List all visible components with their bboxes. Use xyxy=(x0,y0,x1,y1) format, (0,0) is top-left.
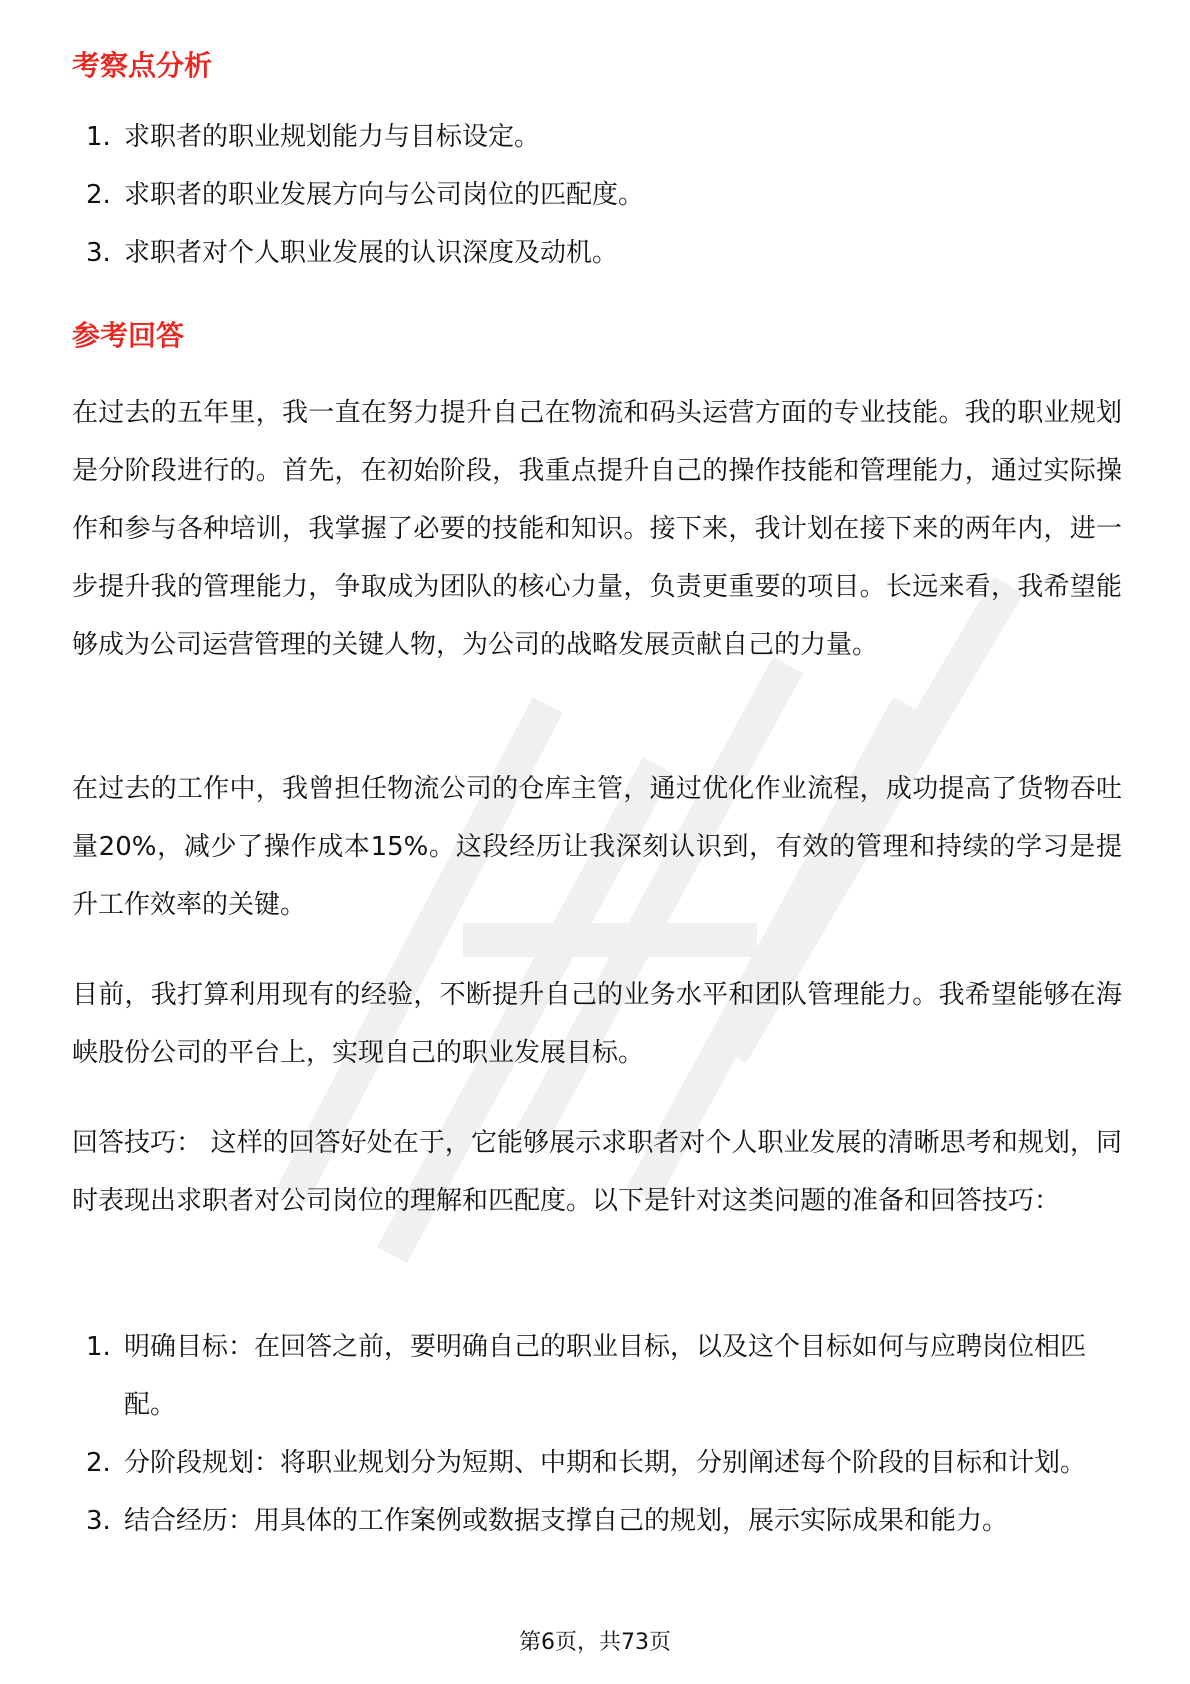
list-item-text: 求职者的职业规划能力与目标设定。 xyxy=(124,122,541,152)
answer-paragraph-1: 在过去的五年里，我一直在努力提升自己在物流和码头运营方面的专业技能。我的职业规划是分阶段进行的。首先，在初始阶段，我重点提升自己的操作技能和管理能力，通过实际操作和参与各种培训，我掌握了必要的技能和知识。接下来，我计划在接下来的两年内，进一步提升我的管理能力，争取成为团队的核心力量，负责更重要的项目。长远来看，我希望能够成为公司运营管理的关键人物，为公司的战略发展贡献自己的力量。 xyxy=(72,398,1122,660)
page-number: 第6页，共73页 xyxy=(519,1630,671,1655)
list-number: 1. xyxy=(86,122,111,152)
list-item xyxy=(72,1492,1122,1550)
list-item-text: 求职者的职业发展方向与公司岗位的匹配度。 xyxy=(124,180,645,210)
section-heading-analysis: 考察点分析 xyxy=(72,49,213,82)
list-item-text: 结合经历：用具体的工作案例或数据支撑自己的规划，展示实际成果和能力。 xyxy=(124,1506,1009,1536)
list-item-text: 分阶段规划：将职业规划分为短期、中期和长期，分别阐述每个阶段的目标和计划。 xyxy=(124,1448,1087,1478)
list-item-text: 求职者对个人职业发展的认识深度及动机。 xyxy=(124,238,619,268)
list-item xyxy=(72,166,1132,224)
tips-list xyxy=(72,1318,1122,1550)
analysis-list xyxy=(72,108,1132,282)
list-number: 2. xyxy=(86,180,111,210)
list-item xyxy=(72,1318,1122,1434)
answer-paragraph-3: 目前，我打算利用现有的经验，不断提升自己的业务水平和团队管理能力。我希望能够在海峡股份公司的平台上，实现自己的职业发展目标。 xyxy=(72,980,1122,1068)
list-item xyxy=(72,108,1132,166)
list-number: 1. xyxy=(86,1332,111,1362)
answer-paragraph-2: 在过去的工作中，我曾担任物流公司的仓库主管，通过优化作业流程，成功提高了货物吞吐量20%，减少了操作成本15%。这段经历让我深刻认识到，有效的管理和持续的学习是提升工作效率的关键。 xyxy=(72,774,1122,920)
list-item xyxy=(72,224,1132,282)
answer-tips-intro: 回答技巧： 这样的回答好处在于，它能够展示求职者对个人职业发展的清晰思考和规划，同时表现出求职者对公司岗位的理解和匹配度。以下是针对这类问题的准备和回答技巧： xyxy=(72,1128,1122,1216)
list-item-text: 明确目标：在回答之前，要明确自己的职业目标，以及这个目标如何与应聘岗位相匹配。 xyxy=(124,1332,1087,1420)
section-heading-answer: 参考回答 xyxy=(72,319,185,352)
list-number: 3. xyxy=(86,238,111,268)
list-number: 2. xyxy=(86,1448,111,1478)
list-number: 3. xyxy=(86,1506,111,1536)
list-item xyxy=(72,1434,1122,1492)
